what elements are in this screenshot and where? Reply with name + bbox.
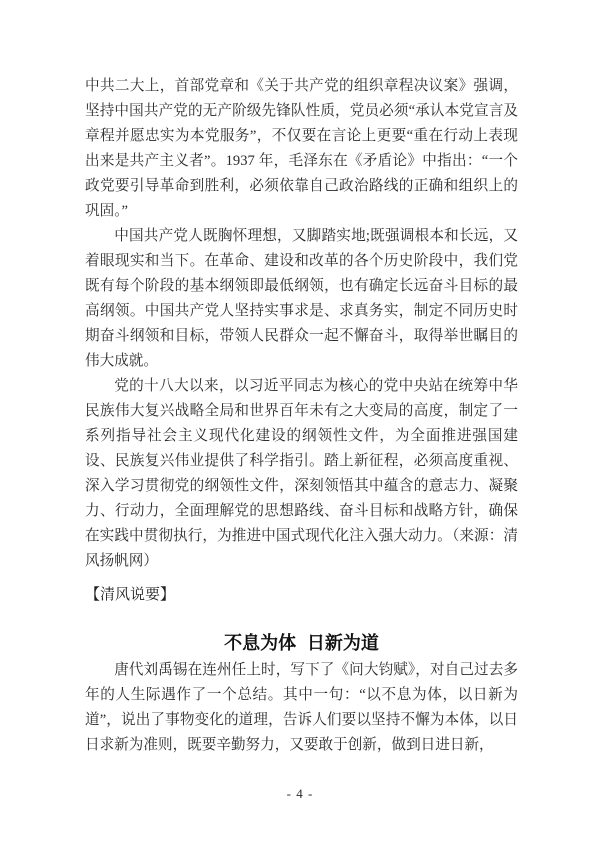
section-label: 【清风说要】 (85, 587, 176, 603)
page-body (85, 74, 518, 758)
paragraph-continuation: 中共二大上，首部党章和《关于共产党的组织章程决议案》强调，坚持中国共产党的无产阶级先锋队性质，党员必须“承认本党宣言及章程并愿忠实为本党服务”，不仅要在言论上更要“重在行动上表现出来是共产主义者”。1937 年，毛泽东在《矛盾论》中指出：“一个政党要引导革命到胜利，必须依靠自己政治路线的正确和组织上的巩固。” (85, 78, 518, 219)
page-number: - 4 - (286, 786, 314, 801)
paragraph: 党的十八大以来，以习近平同志为核心的党中央站在统筹中华民族伟大复兴战略全局和世界百年未有之大变局的高度，制定了一系列指导社会主义现代化建设的纲领性文件，为全面推进强国建设、民族复兴伟业提供了科学指引。踏上新征程，必须高度重视、深入学习贯彻党的纲领性文件，深刻领悟其中蕴含的意志力、凝聚力、行动力，全面理解党的思想路线、奋斗目标和战略方针，确保在实践中贯彻执行，为推进中国式现代化注入强大动力。（来源：清风扬帆网） (85, 378, 518, 569)
paragraph: 中国共产党人既胸怀理想，又脚踏实地;既强调根本和长远，又着眼现实和当下。在革命、建设和改革的各个历史阶段中，我们党既有每个阶段的基本纲领即最低纲领，也有确定长远奋斗目标的最高纲领。中国共产党人坚持实事求是、求真务实，制定不同历史时期奋斗纲领和目标，带领人民群众一起不懈奋斗，取得举世瞩目的伟大成就。 (85, 228, 518, 369)
article-title: 不息为体 日新为道 (224, 633, 379, 653)
paragraph: 唐代刘禹锡在连州任上时，写下了《问大钧赋》，对自己过去多年的人生际遇作了一个总结。其中一句：“以不息为体，以日新为道”，说出了事物变化的道理，告诉人们要以坚持不懈为本体，以日日求新为准则，既要辛勤努力，又要敢于创新，做到日进日新， (85, 662, 518, 753)
